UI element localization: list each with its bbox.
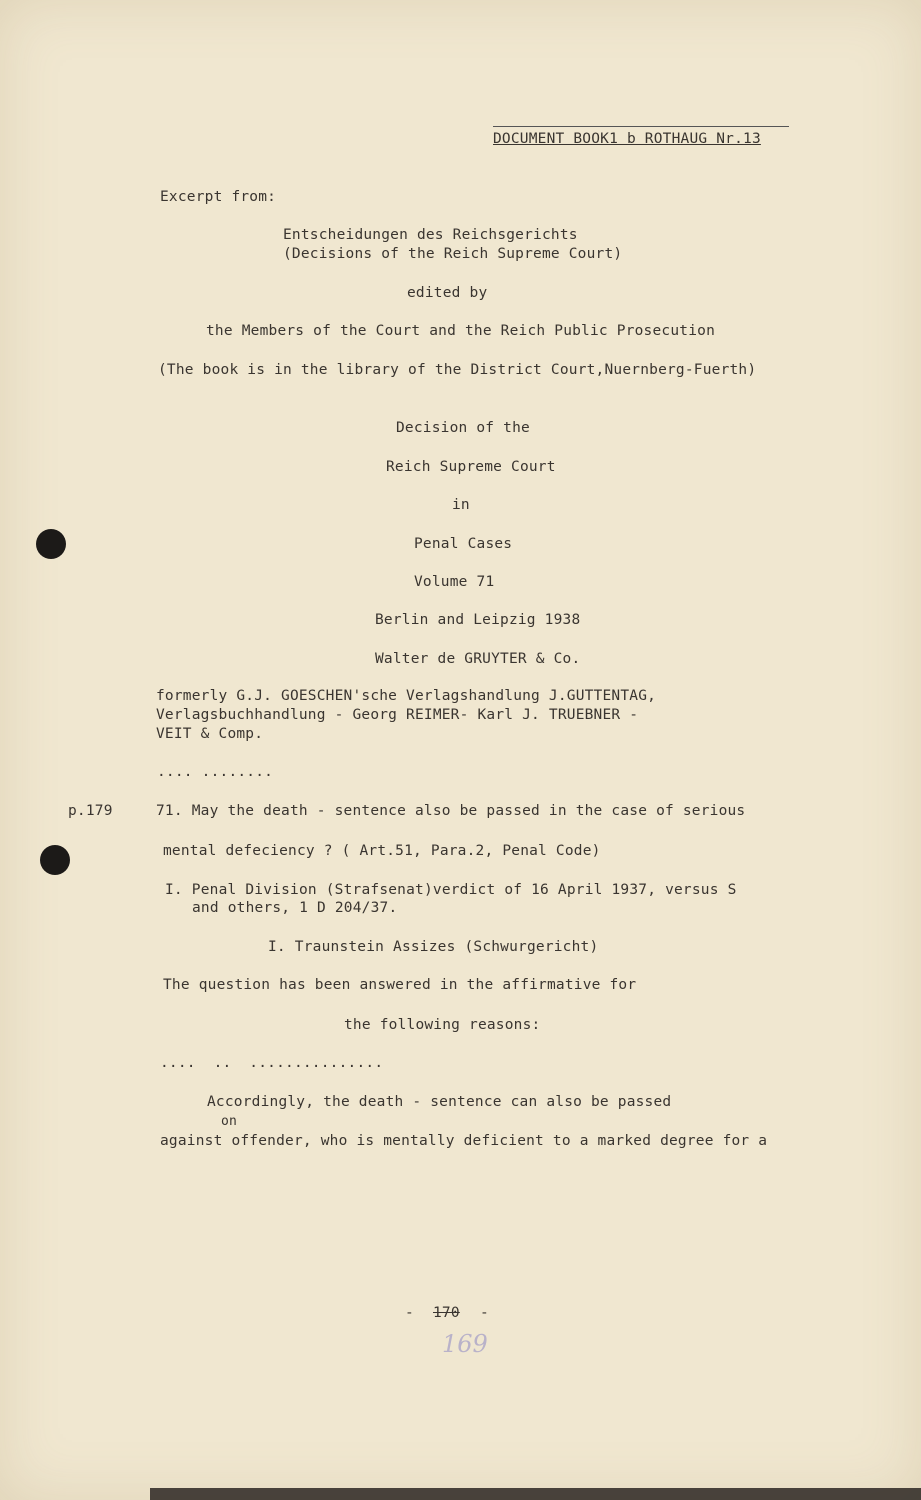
library-note: (The book is in the library of the District Court,Nuernberg-Fuerth): [158, 362, 757, 378]
volume: Volume 71: [414, 574, 495, 590]
place-year: Berlin and Leipzig 1938: [375, 612, 581, 628]
editors: the Members of the Court and the Reich Public Prosecution: [206, 323, 715, 339]
document-reference: DOCUMENT BOOK1 b ROTHAUG Nr.13: [493, 131, 761, 147]
source-title-german: Entscheidungen des Reichsgerichts: [283, 227, 578, 243]
title-line-2: Reich Supreme Court: [386, 459, 556, 475]
question-line-1: 71. May the death - sentence also be passed in the case of serious: [156, 803, 746, 819]
answer-line-2: the following reasons:: [344, 1017, 541, 1033]
omission-dots-2: .... .. ...............: [160, 1055, 384, 1071]
page-reference: p.179: [68, 803, 113, 819]
source-title-english: (Decisions of the Reich Supreme Court): [283, 246, 623, 262]
division-line-2: and others, 1 D 204/37.: [192, 900, 398, 916]
conclusion-insert: on: [221, 1114, 238, 1129]
scan-edge-shadow: [150, 1488, 921, 1500]
edited-by: edited by: [407, 285, 488, 301]
excerpt-label: Excerpt from:: [160, 189, 277, 205]
publisher-details-line-3: VEIT & Comp.: [156, 726, 264, 742]
punch-hole-top: [36, 529, 66, 559]
publisher-details-line-1: formerly G.J. GOESCHEN'sche Verlagshandlung J.GUTTENTAG,: [156, 688, 657, 704]
omission-dots-1: .... ........: [157, 764, 274, 780]
conclusion-line-2: against offender, who is mentally deficient to a marked degree for a: [160, 1133, 768, 1149]
publisher-details-line-2: Verlagsbuchhandlung - Georg REIMER- Karl J. TRUEBNER -: [156, 707, 639, 723]
question-line-2: mental defeciency ? ( Art.51, Para.2, Penal Code): [163, 843, 601, 859]
header-rule: [493, 126, 789, 127]
punch-hole-bottom: [40, 845, 70, 875]
title-line-4: Penal Cases: [414, 536, 513, 552]
publisher: Walter de GRUYTER & Co.: [375, 651, 581, 667]
handwritten-page-number: 169: [442, 1330, 488, 1358]
title-line-3: in: [452, 497, 470, 513]
division-line-1: I. Penal Division (Strafsenat)verdict of 16 April 1937, versus S: [165, 882, 737, 898]
title-line-1: Decision of the: [396, 420, 530, 436]
page-dash-left: -: [405, 1305, 414, 1321]
conclusion-line-1: Accordingly, the death - sentence can also be passed: [207, 1094, 672, 1110]
page-dash-right: -: [480, 1305, 489, 1321]
answer-line-1: The question has been answered in the affirmative for: [163, 977, 637, 993]
page-number: 170: [433, 1305, 460, 1321]
assizes: I. Traunstein Assizes (Schwurgericht): [268, 939, 599, 955]
